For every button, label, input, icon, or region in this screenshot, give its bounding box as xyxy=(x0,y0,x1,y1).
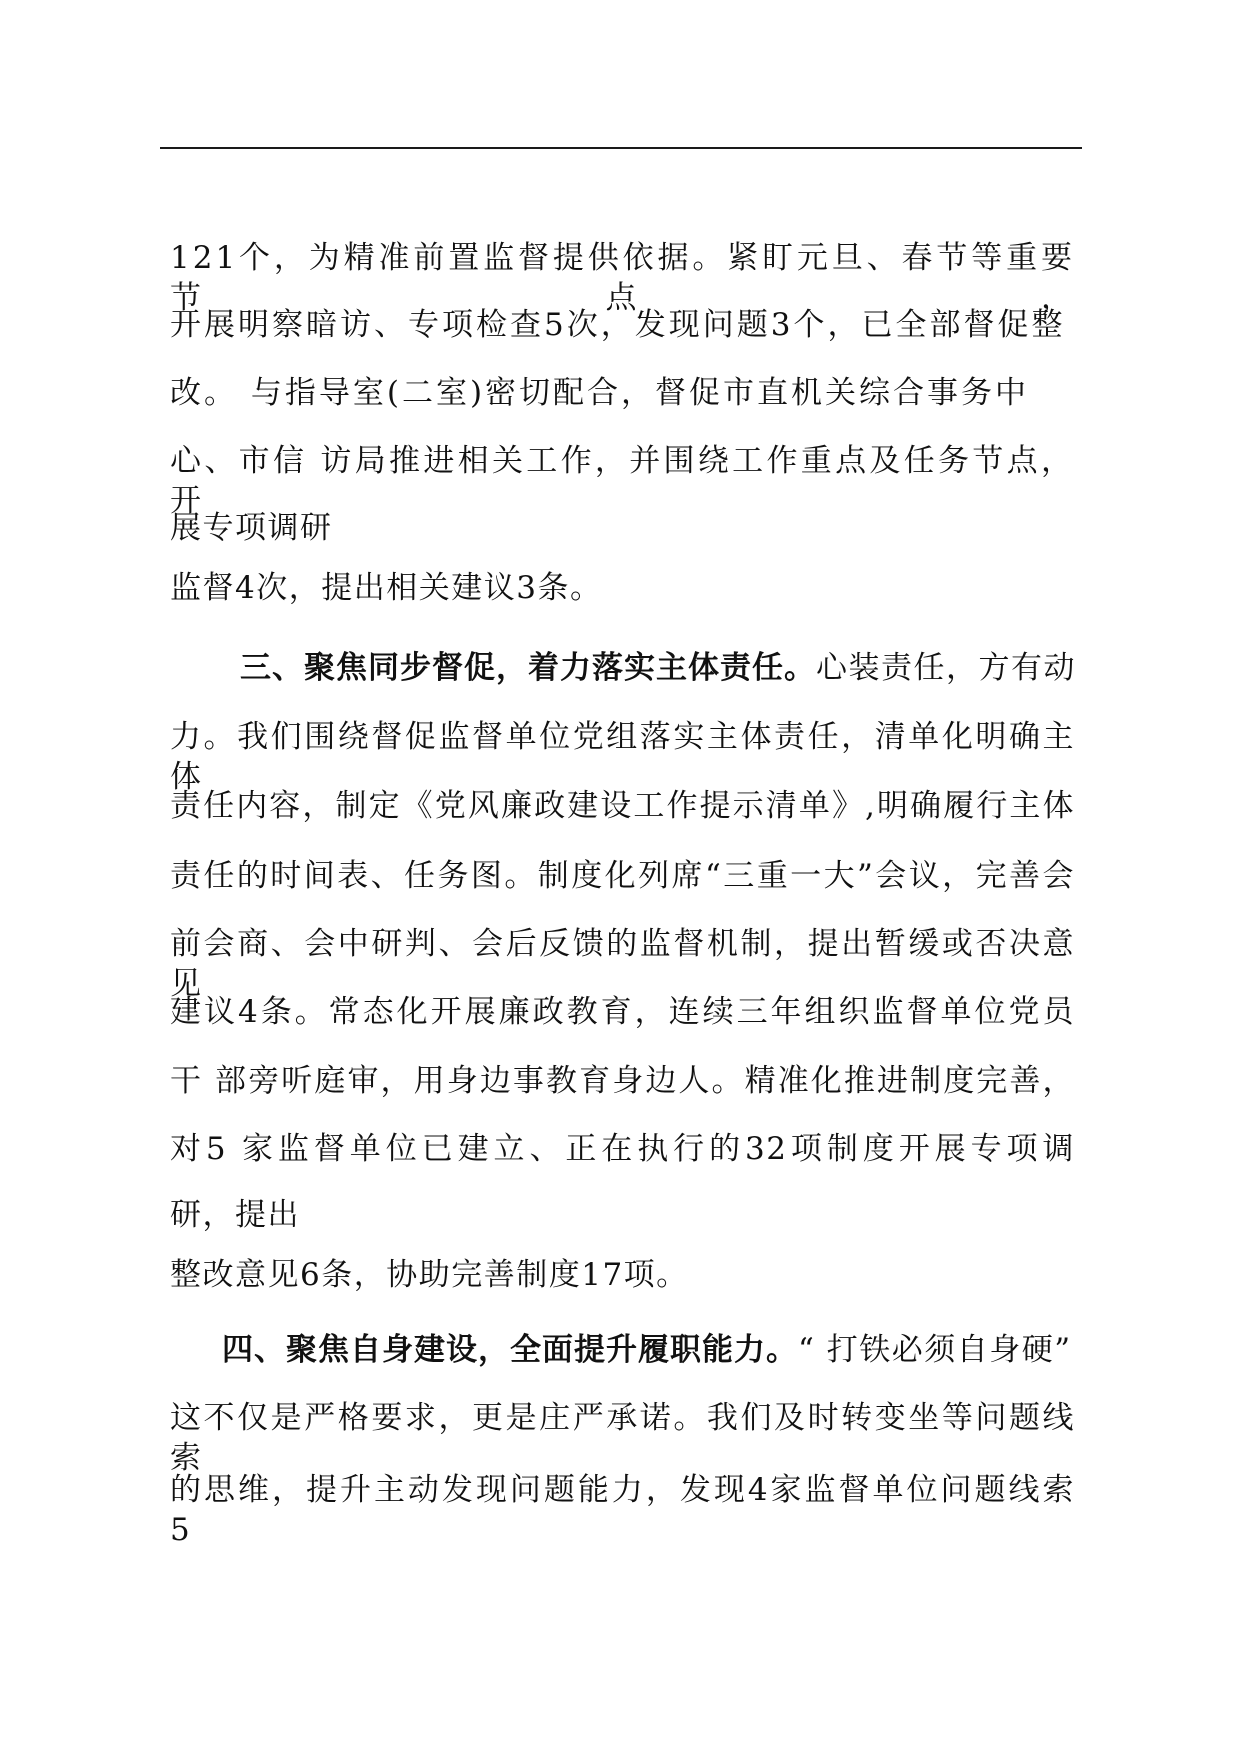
header-rule xyxy=(160,147,1082,149)
section-4-paragraph-start xyxy=(222,1330,1072,1370)
body-line: 研，提出 xyxy=(170,1197,300,1233)
body-line: 前会商、会中研判、会后反馈的监督机制，提出暂缓或否决意见 xyxy=(170,926,1075,1002)
body-line: 这不仅是严格要求，更是庄严承诺。我们及时转变坐等问题线索 xyxy=(170,1400,1075,1476)
body-line: 建议4条。常态化开展廉政教育，连续三年组织监督单位党员 xyxy=(170,994,1075,1030)
body-line: 的思维，提升主动发现问题能力，发现4家监督单位问题线索 xyxy=(170,1472,1075,1508)
body-line: 责任的时间表、任务图。制度化列席“三重一大”会议，完善会 xyxy=(170,858,1075,894)
body-text: “ 打铁必须自身硬” xyxy=(798,1332,1072,1368)
body-line: 责任内容，制定《党风廉政建设工作提示清单》,明确履行主体 xyxy=(170,788,1075,824)
body-line: 121个，为精准前置监督提供依据。紧盯元旦、春节等重要节点， xyxy=(170,240,1075,316)
body-line: 干 部旁听庭审，用身边事教育身边人。精准化推进制度完善， xyxy=(170,1063,1075,1099)
body-line: 监督4次，提出相关建议3条。 xyxy=(170,570,603,606)
body-line: 对5 家监督单位已建立、正在执行的32项制度开展专项调 xyxy=(170,1131,1075,1167)
body-line: 展专项调研 xyxy=(170,510,333,546)
body-line: 开展明察暗访、专项检查5次，发现问题3个，已全部督促整 xyxy=(170,307,1066,343)
section-3-paragraph-start xyxy=(240,648,1076,688)
body-line: 改。 与指导室(二室)密切配合，督促市直机关综合事务中 xyxy=(170,375,1030,411)
body-text: 心装责任，方有动 xyxy=(816,650,1076,686)
body-line: 整改意见6条，协助完善制度17项。 xyxy=(170,1257,689,1293)
section-3-heading: 三、聚焦同步督促，着力落实主体责任。 xyxy=(240,650,816,686)
body-line: 力。我们围绕督促监督单位党组落实主体责任，清单化明确主体 xyxy=(170,719,1075,795)
body-line: 心、市信 访局推进相关工作，并围绕工作重点及任务节点，开 xyxy=(170,443,1075,519)
section-4-heading: 四、聚焦自身建设，全面提升履职能力。 xyxy=(222,1332,798,1368)
page-number: 5 xyxy=(170,1512,192,1548)
